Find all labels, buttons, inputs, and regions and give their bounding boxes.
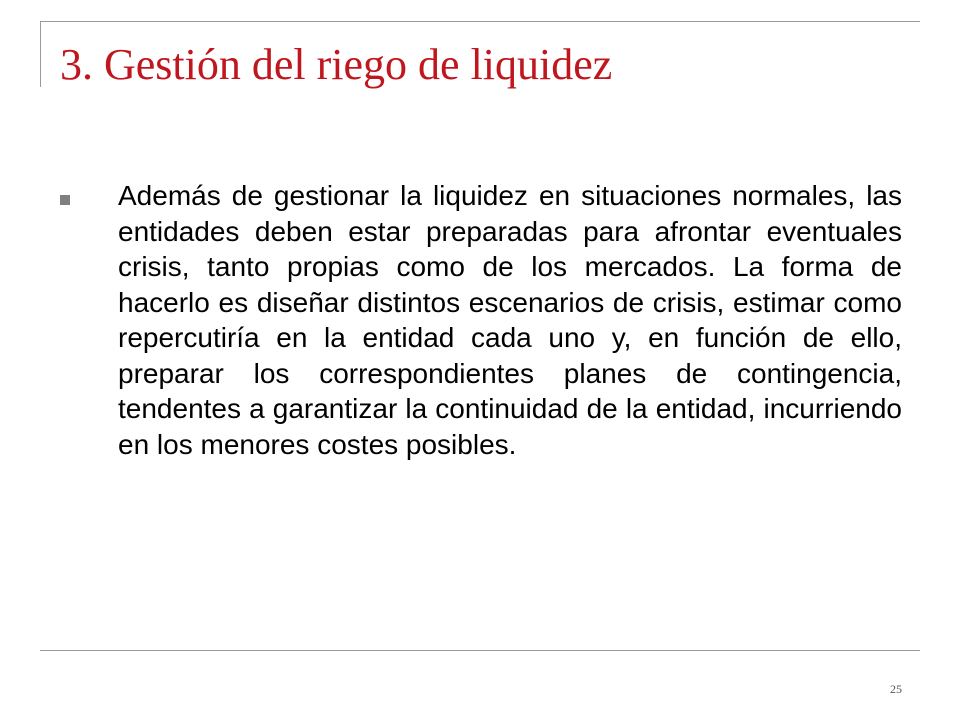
page-number: 25 [890, 682, 902, 696]
bullet-list [60, 178, 902, 462]
bullet-item [60, 178, 902, 462]
slide-title: 3. Gestión del riego de liquidez [60, 40, 613, 89]
title-accent-line [40, 21, 41, 87]
bullet-text: Además de gestionar la liquidez en situaciones normales, las entidades deben estar preparadas para afrontar eventuales crisis, tanto propias como de los mercados. La forma de hacerlo es diseñar distintos escenarios de crisis, estimar como repercutiría en la entidad cada uno y, en función de ello, preparar los correspondientes planes de contingencia, tendentes a garantizar la continuidad de la entidad, incurriendo en los menores costes posibles. [118, 180, 902, 460]
bottom-divider [40, 650, 920, 651]
top-divider [40, 21, 920, 22]
square-bullet-icon [60, 195, 70, 205]
